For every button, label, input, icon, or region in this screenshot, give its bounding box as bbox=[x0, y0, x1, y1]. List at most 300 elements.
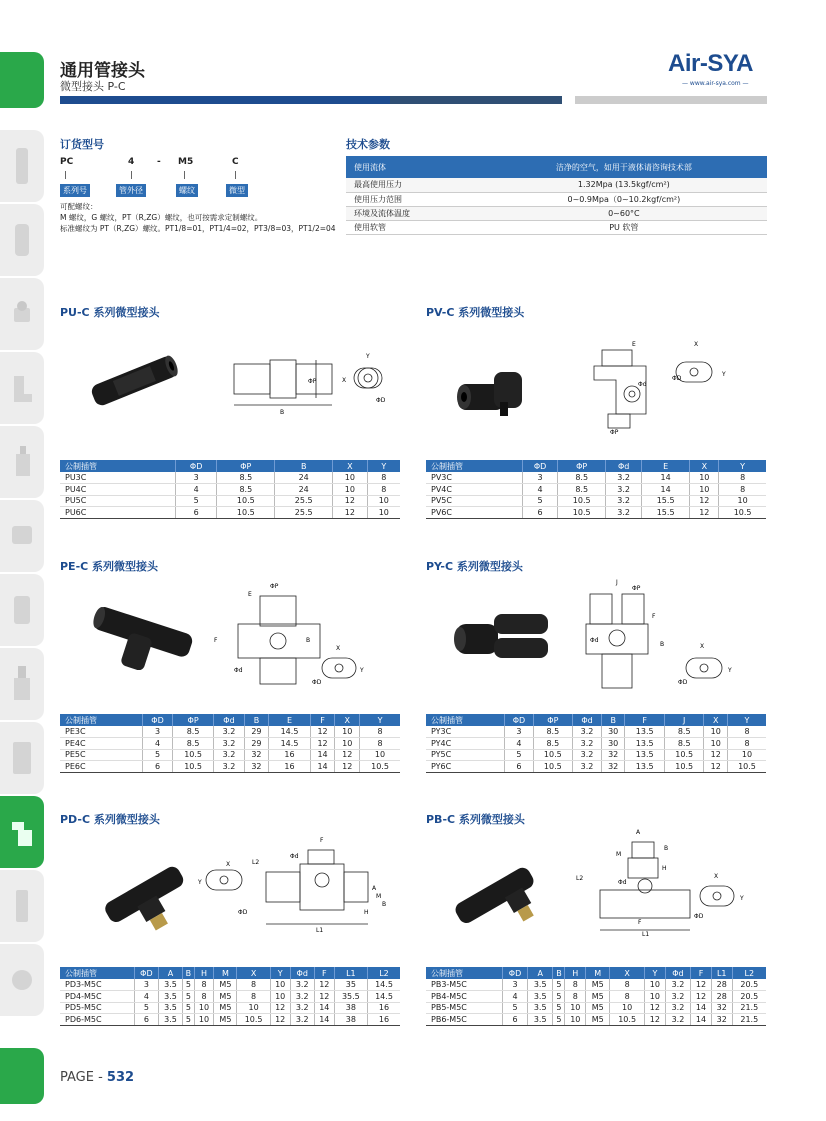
category-tab-3[interactable] bbox=[0, 278, 44, 350]
table-cell: 3.2 bbox=[290, 991, 314, 1003]
pd-drawing bbox=[196, 834, 396, 934]
col-header: Y bbox=[645, 967, 666, 979]
table-row bbox=[426, 1002, 766, 1014]
table-cell: 3.5 bbox=[158, 1014, 182, 1026]
table-cell: PU3C bbox=[60, 472, 175, 484]
table-header-row bbox=[426, 967, 766, 979]
table-cell: 14.5 bbox=[269, 738, 310, 750]
table-cell: 10 bbox=[335, 726, 360, 738]
table-cell: M5 bbox=[586, 991, 610, 1003]
table-cell: PV4C bbox=[426, 484, 523, 496]
table-cell: 3.5 bbox=[528, 979, 553, 991]
table-cell: 8.5 bbox=[172, 738, 213, 750]
table-cell: PV3C bbox=[426, 472, 523, 484]
pb-label-y: Y bbox=[740, 895, 744, 902]
table-cell: PD4-M5C bbox=[60, 991, 134, 1003]
table-cell: 3.2 bbox=[665, 1002, 690, 1014]
table-cell: 32 bbox=[711, 1002, 732, 1014]
table-cell: 10 bbox=[270, 979, 290, 991]
col-header: X bbox=[237, 967, 270, 979]
table-cell: 3.2 bbox=[665, 1014, 690, 1026]
tech-val: PU 软管 bbox=[481, 220, 767, 234]
table-cell: 13.5 bbox=[625, 726, 665, 738]
chip-thread: 螺纹 bbox=[176, 184, 198, 197]
table-cell: 8 bbox=[610, 991, 645, 1003]
table-header-row bbox=[60, 460, 400, 472]
table-cell: 8 bbox=[719, 472, 766, 484]
col-header: H bbox=[194, 967, 214, 979]
table-cell: 8 bbox=[727, 726, 766, 738]
table-cell: 12 bbox=[314, 979, 334, 991]
table-cell: 38 bbox=[334, 1014, 367, 1026]
table-cell: 5 bbox=[553, 991, 565, 1003]
pd-label-f: F bbox=[320, 837, 324, 844]
py-label-p: ΦP bbox=[632, 585, 641, 592]
pu-table bbox=[60, 460, 400, 519]
table-cell: 20.5 bbox=[732, 991, 766, 1003]
table-cell: PU5C bbox=[60, 495, 175, 507]
py-label-y: Y bbox=[728, 667, 732, 674]
col-header: J bbox=[664, 714, 704, 726]
col-header: F bbox=[691, 967, 712, 979]
regulator-icon bbox=[10, 442, 34, 482]
py-label-dd: ΦD bbox=[678, 679, 688, 686]
table-cell: 8.5 bbox=[533, 726, 573, 738]
pb-heading: PB-C 系列微型接头 bbox=[426, 813, 525, 826]
pu-photo bbox=[84, 350, 184, 410]
table-cell: 3.2 bbox=[573, 749, 602, 761]
col-header: B bbox=[553, 967, 565, 979]
table-cell: 14.5 bbox=[368, 991, 401, 1003]
code-dash: - bbox=[157, 157, 161, 167]
table-cell: PB6-M5C bbox=[426, 1014, 503, 1026]
table-cell: 25.5 bbox=[275, 507, 333, 519]
pb-label-x: X bbox=[714, 873, 719, 880]
table-cell: 8 bbox=[360, 738, 400, 750]
tech-val: 0~60°C bbox=[481, 206, 767, 220]
code-thread: M5 bbox=[178, 157, 194, 167]
table-row bbox=[426, 726, 766, 738]
code-series: PC bbox=[60, 157, 74, 167]
table-cell: PY6C bbox=[426, 761, 505, 773]
table-row bbox=[60, 991, 400, 1003]
table-cell: 10 bbox=[645, 991, 666, 1003]
tech-key: 环境及流体温度 bbox=[346, 206, 481, 220]
pb-label-a: A bbox=[636, 829, 641, 836]
table-cell: 14 bbox=[310, 749, 335, 761]
table-cell: 10 bbox=[690, 484, 719, 496]
table-cell: 12 bbox=[333, 495, 367, 507]
table-cell: 8 bbox=[237, 991, 270, 1003]
table-cell: 10 bbox=[704, 726, 728, 738]
tech-heading: 技术参数 bbox=[346, 138, 390, 151]
table-cell: PE4C bbox=[60, 738, 143, 750]
table-cell: 14 bbox=[691, 1014, 712, 1026]
table-cell: 8 bbox=[194, 991, 214, 1003]
table-cell: 10 bbox=[719, 495, 766, 507]
table-cell: PV6C bbox=[426, 507, 523, 519]
table-cell: 10.5 bbox=[664, 749, 704, 761]
pb-label-dd: ΦD bbox=[694, 913, 704, 920]
table-cell: 14 bbox=[641, 484, 690, 496]
table-cell: 10 bbox=[565, 1014, 586, 1026]
category-tab-1[interactable] bbox=[0, 130, 44, 202]
col-header: Y bbox=[727, 714, 766, 726]
table-cell: 35 bbox=[334, 979, 367, 991]
table-cell: PD3-M5C bbox=[60, 979, 134, 991]
category-tab-4[interactable] bbox=[0, 352, 44, 424]
pv-photo bbox=[450, 362, 550, 422]
lubricator-icon bbox=[10, 590, 34, 630]
table-cell: 3.2 bbox=[290, 1014, 314, 1026]
table-cell: 12 bbox=[270, 1002, 290, 1014]
table-cell: 10 bbox=[335, 738, 360, 750]
table-cell: 29 bbox=[244, 738, 269, 750]
table-cell: 29 bbox=[244, 726, 269, 738]
table-cell: 32 bbox=[601, 761, 625, 773]
table-cell: 3 bbox=[505, 726, 533, 738]
table-cell: 5 bbox=[175, 495, 216, 507]
pb-label-b: B bbox=[664, 845, 669, 852]
table-cell: 8 bbox=[719, 484, 766, 496]
table-cell: 13.5 bbox=[625, 761, 665, 773]
table-cell: 5 bbox=[143, 749, 173, 761]
table-cell: 5 bbox=[183, 979, 195, 991]
table-cell: 5 bbox=[183, 991, 195, 1003]
pd-label-m: M bbox=[376, 893, 382, 900]
table-cell: PB5-M5C bbox=[426, 1002, 503, 1014]
order-heading: 订货型号 bbox=[60, 138, 104, 151]
col-header: 公制插管 bbox=[426, 714, 505, 726]
table-cell: 12 bbox=[691, 991, 712, 1003]
table-cell: 8 bbox=[367, 484, 400, 496]
category-tab-5[interactable] bbox=[0, 426, 44, 498]
chip-tube: 管外径 bbox=[116, 184, 146, 197]
pu-label-y: Y bbox=[366, 353, 370, 360]
py-label-x: X bbox=[700, 643, 705, 650]
table-row bbox=[426, 1014, 766, 1026]
col-header: B bbox=[183, 967, 195, 979]
table-cell: PB4-M5C bbox=[426, 991, 503, 1003]
thread-note-title: 可配螺纹： bbox=[60, 202, 98, 211]
code-tube: 4 bbox=[128, 157, 135, 167]
table-cell: 3.2 bbox=[214, 738, 244, 750]
page-green-tab bbox=[0, 1048, 44, 1104]
col-header: Y bbox=[367, 460, 400, 472]
tech-key: 使用压力范围 bbox=[346, 192, 481, 206]
category-tab-11[interactable] bbox=[0, 870, 44, 942]
top-green-tab bbox=[0, 52, 44, 108]
py-photo bbox=[450, 604, 560, 674]
coupler-icon bbox=[10, 960, 34, 1000]
category-tab-2[interactable] bbox=[0, 204, 44, 276]
category-tab-8[interactable] bbox=[0, 648, 44, 720]
col-header: X bbox=[610, 967, 645, 979]
table-cell: 3.2 bbox=[665, 979, 690, 991]
table-cell: 3 bbox=[134, 979, 158, 991]
table-cell: 21.5 bbox=[732, 1014, 766, 1026]
pb-label-m: M bbox=[616, 851, 622, 858]
table-cell: 8 bbox=[237, 979, 270, 991]
manifold-icon bbox=[10, 664, 34, 704]
col-header: Φd bbox=[290, 967, 314, 979]
tech-key: 最高使用压力 bbox=[346, 178, 481, 192]
table-cell: 3.2 bbox=[606, 472, 641, 484]
page-label: PAGE - bbox=[60, 1070, 107, 1085]
col-header: ΦD bbox=[505, 714, 533, 726]
table-cell: 12 bbox=[691, 979, 712, 991]
col-header: ΦD bbox=[503, 967, 528, 979]
pb-label-h: H bbox=[662, 865, 667, 872]
pv-drawing bbox=[588, 336, 758, 436]
pu-drawing bbox=[228, 350, 398, 420]
col-header: ΦD bbox=[175, 460, 216, 472]
table-cell: 10 bbox=[270, 991, 290, 1003]
table-cell: 8 bbox=[367, 472, 400, 484]
table-cell: 10.5 bbox=[727, 761, 766, 773]
col-header: M bbox=[586, 967, 610, 979]
table-row bbox=[60, 726, 400, 738]
table-cell: 10.5 bbox=[557, 495, 606, 507]
col-header: F bbox=[625, 714, 665, 726]
table-row bbox=[426, 761, 766, 773]
table-cell: 3.2 bbox=[573, 738, 602, 750]
pv-heading: PV-C 系列微型接头 bbox=[426, 306, 525, 319]
table-cell: 32 bbox=[244, 761, 269, 773]
col-header: 公制插管 bbox=[426, 967, 503, 979]
pd-label-x: X bbox=[226, 861, 231, 868]
table-cell: 16 bbox=[368, 1002, 401, 1014]
table-cell: 16 bbox=[368, 1014, 401, 1026]
table-cell: 3.5 bbox=[158, 1002, 182, 1014]
table-cell: 10.5 bbox=[557, 507, 606, 519]
table-cell: 10.5 bbox=[533, 749, 573, 761]
table-cell: 14.5 bbox=[269, 726, 310, 738]
col-header: A bbox=[528, 967, 553, 979]
table-row bbox=[426, 738, 766, 750]
table-cell: 14 bbox=[314, 1014, 334, 1026]
pe-label-b: B bbox=[306, 637, 311, 644]
chip-series: 系列号 bbox=[60, 184, 90, 197]
code-micro: C bbox=[232, 157, 239, 167]
table-cell: PD6-M5C bbox=[60, 1014, 134, 1026]
col-header: ΦD bbox=[143, 714, 173, 726]
table-cell: 14.5 bbox=[368, 979, 401, 991]
table-row bbox=[60, 738, 400, 750]
pd-photo bbox=[94, 858, 194, 938]
page-number bbox=[60, 1070, 134, 1085]
pd-label-b: B bbox=[382, 901, 387, 908]
table-cell: 6 bbox=[134, 1014, 158, 1026]
col-header: ΦP bbox=[557, 460, 606, 472]
pb-label-l1: L1 bbox=[642, 931, 650, 938]
table-cell: 14 bbox=[691, 1002, 712, 1014]
category-tab-6[interactable] bbox=[0, 500, 44, 572]
table-cell: 12 bbox=[645, 1002, 666, 1014]
col-header: M bbox=[214, 967, 237, 979]
tech-val: 1.32Mpa (13.5kgf/cm²) bbox=[481, 178, 767, 192]
table-cell: 10 bbox=[333, 472, 367, 484]
table-cell: 6 bbox=[175, 507, 216, 519]
table-cell: 3.2 bbox=[606, 495, 641, 507]
table-cell: 3.5 bbox=[528, 1014, 553, 1026]
table-row bbox=[426, 484, 766, 496]
table-header-row bbox=[60, 967, 400, 979]
table-cell: 10.5 bbox=[172, 761, 213, 773]
header-bar bbox=[60, 96, 390, 104]
table-cell: PU4C bbox=[60, 484, 175, 496]
col-header: L2 bbox=[368, 967, 401, 979]
pu-label-x: X bbox=[342, 377, 347, 384]
table-cell: 4 bbox=[503, 991, 528, 1003]
table-cell: 4 bbox=[523, 484, 558, 496]
table-cell: 20.5 bbox=[732, 979, 766, 991]
col-header: F bbox=[314, 967, 334, 979]
table-cell: 3 bbox=[503, 979, 528, 991]
col-header: F bbox=[310, 714, 335, 726]
table-row bbox=[60, 1014, 400, 1026]
col-header: L1 bbox=[711, 967, 732, 979]
pd-table bbox=[60, 967, 400, 1026]
table-cell: 38 bbox=[334, 1002, 367, 1014]
category-tab-12[interactable] bbox=[0, 944, 44, 1016]
table-cell: 4 bbox=[134, 991, 158, 1003]
pd-label-a: A bbox=[372, 885, 377, 892]
table-cell: 5 bbox=[523, 495, 558, 507]
table-row bbox=[60, 761, 400, 773]
table-cell: PY3C bbox=[426, 726, 505, 738]
pe-label-f: F bbox=[214, 637, 218, 644]
table-row bbox=[426, 979, 766, 991]
table-cell: M5 bbox=[214, 1002, 237, 1014]
table-cell: 5 bbox=[505, 749, 533, 761]
table-cell: 8 bbox=[565, 979, 586, 991]
table-cell: M5 bbox=[214, 1014, 237, 1026]
table-cell: 12 bbox=[270, 1014, 290, 1026]
table-cell: 10.5 bbox=[533, 761, 573, 773]
table-cell: 21.5 bbox=[732, 1002, 766, 1014]
py-heading: PY-C 系列微型接头 bbox=[426, 560, 523, 573]
table-cell: 10 bbox=[194, 1002, 214, 1014]
valve-icon bbox=[10, 294, 34, 334]
tech-table bbox=[346, 156, 767, 235]
table-cell: 5 bbox=[553, 979, 565, 991]
category-tab-10-active[interactable] bbox=[0, 796, 44, 868]
table-cell: M5 bbox=[214, 991, 237, 1003]
col-header: L2 bbox=[732, 967, 766, 979]
table-cell: 10 bbox=[645, 979, 666, 991]
table-row bbox=[60, 749, 400, 761]
table-cell: 5 bbox=[553, 1002, 565, 1014]
pe-label-e: E bbox=[248, 591, 252, 598]
table-row bbox=[60, 472, 400, 484]
col-header: 公制插管 bbox=[60, 460, 175, 472]
pe-drawing bbox=[212, 580, 402, 690]
table-cell: PE5C bbox=[60, 749, 143, 761]
table-cell: 10 bbox=[610, 1002, 645, 1014]
col-header: Y bbox=[270, 967, 290, 979]
table-cell: 8 bbox=[727, 738, 766, 750]
col-header: ΦD bbox=[134, 967, 158, 979]
table-cell: 28 bbox=[711, 979, 732, 991]
table-cell: 3.2 bbox=[573, 726, 602, 738]
tech-val: 0~0.9Mpa（0~10.2kgf/cm²) bbox=[481, 192, 767, 206]
col-header: E bbox=[269, 714, 310, 726]
table-cell: 4 bbox=[505, 738, 533, 750]
table-cell: 8.5 bbox=[217, 484, 275, 496]
table-cell: 10.5 bbox=[719, 507, 766, 519]
chip-micro: 微型 bbox=[226, 184, 248, 197]
col-header: B bbox=[244, 714, 269, 726]
col-header: Y bbox=[360, 714, 400, 726]
pv-label-x: X bbox=[694, 341, 699, 348]
table-cell: 14 bbox=[310, 761, 335, 773]
table-cell: 24 bbox=[275, 472, 333, 484]
category-sidebar bbox=[0, 130, 44, 1018]
table-cell: M5 bbox=[586, 979, 610, 991]
col-header: ΦD bbox=[523, 460, 558, 472]
table-cell: 10.5 bbox=[664, 761, 704, 773]
col-header: B bbox=[601, 714, 625, 726]
table-cell: 4 bbox=[143, 738, 173, 750]
py-table bbox=[426, 714, 766, 773]
thread-note-2: 标准螺纹为 PT（R,ZG）螺纹。PT1/8=01，PT1/4=02，PT3/8=03，PT1/2=04 bbox=[60, 224, 336, 233]
table-row bbox=[60, 1002, 400, 1014]
table-cell: 8.5 bbox=[664, 726, 704, 738]
pd-label-d: Φd bbox=[290, 853, 299, 860]
py-label-b: B bbox=[660, 641, 665, 648]
table-row bbox=[60, 507, 400, 519]
table-cell: 12 bbox=[310, 726, 335, 738]
col-header: Y bbox=[719, 460, 766, 472]
table-cell: 3 bbox=[523, 472, 558, 484]
col-header: X bbox=[333, 460, 367, 472]
category-tab-9[interactable] bbox=[0, 722, 44, 794]
category-tab-7[interactable] bbox=[0, 574, 44, 646]
col-header: 公制插管 bbox=[60, 714, 143, 726]
table-cell: 6 bbox=[503, 1014, 528, 1026]
table-cell: 14 bbox=[641, 472, 690, 484]
table-cell: 6 bbox=[505, 761, 533, 773]
page-number-value: 532 bbox=[106, 1070, 135, 1085]
table-cell: 12 bbox=[335, 761, 360, 773]
table-cell: 12 bbox=[645, 1014, 666, 1026]
table-cell: 3.2 bbox=[290, 979, 314, 991]
pe-label-d: Φd bbox=[234, 667, 243, 674]
table-cell: 12 bbox=[314, 991, 334, 1003]
table-cell: 12 bbox=[310, 738, 335, 750]
table-row bbox=[426, 472, 766, 484]
table-cell: 5 bbox=[183, 1014, 195, 1026]
thread-note-1: M 螺纹，G 螺纹，PT（R,ZG）螺纹，也可按需求定制螺纹。 bbox=[60, 213, 263, 222]
pu-label-d: ΦD bbox=[376, 397, 386, 404]
col-header: X bbox=[690, 460, 719, 472]
col-header: ΦP bbox=[172, 714, 213, 726]
table-cell: 10 bbox=[237, 1002, 270, 1014]
table-row bbox=[426, 495, 766, 507]
col-header: ΦP bbox=[533, 714, 573, 726]
pv-label-d: Φd bbox=[638, 381, 647, 388]
col-header: X bbox=[704, 714, 728, 726]
table-cell: 35.5 bbox=[334, 991, 367, 1003]
py-label-d: Φd bbox=[590, 637, 599, 644]
col-header: 公制插管 bbox=[426, 460, 523, 472]
table-cell: 6 bbox=[143, 761, 173, 773]
pv-label-dd: ΦD bbox=[672, 375, 682, 382]
table-row bbox=[60, 979, 400, 991]
elbow-icon bbox=[10, 368, 34, 408]
header-bar-gray bbox=[575, 96, 767, 104]
